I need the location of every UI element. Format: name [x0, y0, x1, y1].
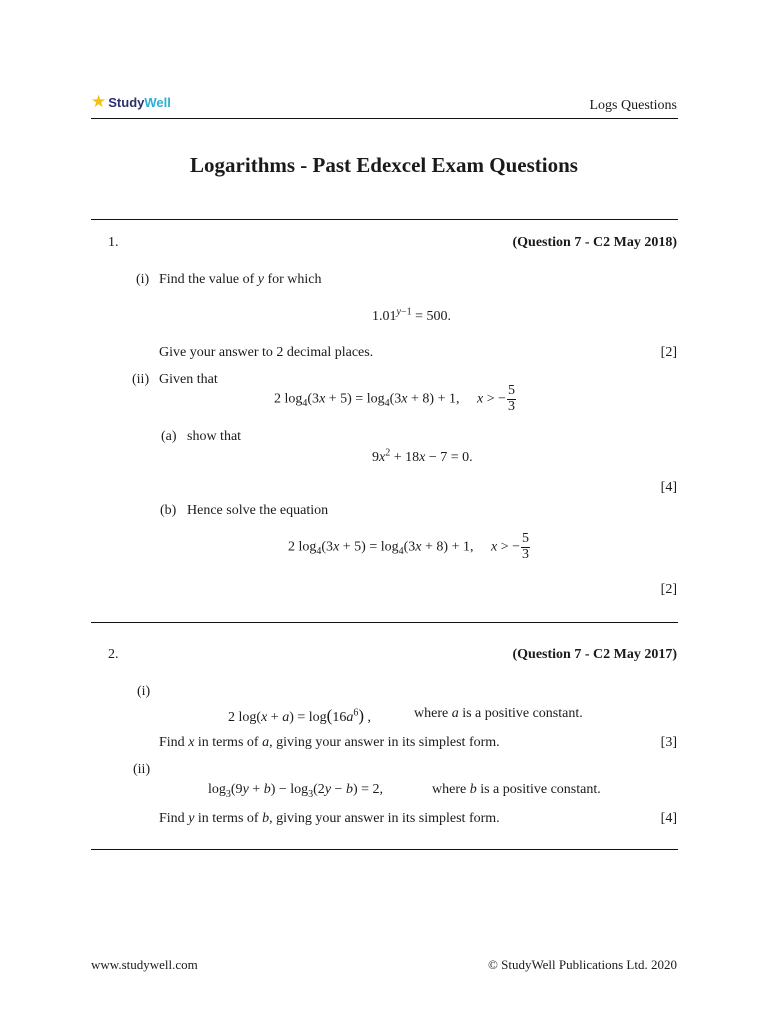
question-divider	[91, 849, 678, 850]
marks: [2]	[660, 345, 677, 360]
part-label: (i)	[137, 684, 151, 699]
question-source: (Question 7 - C2 May 2017)	[512, 647, 677, 662]
footer-website[interactable]: www.studywell.com	[91, 957, 198, 972]
condition: where b is a positive constant.	[432, 782, 601, 797]
instruction: Find y in terms of b, giving your answer in its simplest form.	[159, 811, 500, 826]
footer-copyright: © StudyWell Publications Ltd. 2020	[487, 957, 677, 972]
marks: [4]	[660, 811, 677, 826]
header-divider	[91, 118, 678, 119]
question-prompt: Hence solve the equation	[187, 503, 329, 518]
star-icon: ★	[91, 92, 107, 111]
page-title: Logarithms - Past Edexcel Exam Questions	[190, 153, 578, 177]
equation: 2 $\log_4(3x + 5) = \log_4(3x + 8) + 1$, x > − $\frac{5}{3}$	[288, 531, 529, 562]
question-prompt: show that	[187, 429, 242, 444]
question-prompt: Find the value of y for which	[159, 272, 322, 287]
marks: [2]	[660, 582, 677, 597]
part-label: (ii)	[133, 762, 151, 777]
equation: $\log_3(9y + b) - \log_3(2y - b) = 2$,	[208, 782, 383, 800]
title-divider	[91, 219, 678, 220]
marks: [3]	[660, 735, 677, 750]
studywell-logo	[91, 92, 171, 112]
instruction: Find x in terms of a, giving your answer in its simplest form.	[159, 735, 500, 750]
equation: 2 $\log_4(3x + 5) = \log_4(3x + 8) + 1$, x > − $\frac{5}{3}$	[274, 383, 515, 414]
equation: $1.01^{y-1} = 500$.	[372, 306, 451, 324]
subpart-label: (b)	[160, 503, 177, 518]
equation: 2 $\log(x + a) = \log(16a^6)$ ,	[228, 706, 371, 725]
part-label: (i)	[136, 272, 150, 287]
question-number: 1.	[108, 235, 119, 250]
equation: $9x^2 + 18x - 7 = 0$.	[372, 447, 473, 465]
question-number: 2.	[108, 647, 119, 662]
question-divider	[91, 622, 678, 623]
marks: [4]	[660, 480, 677, 495]
subpart-label: (a)	[161, 429, 177, 444]
instruction: Give your answer to 2 decimal places.	[159, 345, 374, 360]
question-source: (Question 7 - C2 May 2018)	[512, 235, 677, 250]
logo-well-text: Well	[144, 95, 171, 110]
question-prompt: Given that	[159, 372, 218, 387]
condition: where a is a positive constant.	[414, 706, 583, 721]
running-title: Logs Questions	[589, 98, 677, 113]
logo-study-text: Study	[108, 95, 145, 110]
part-label: (ii)	[132, 372, 150, 387]
